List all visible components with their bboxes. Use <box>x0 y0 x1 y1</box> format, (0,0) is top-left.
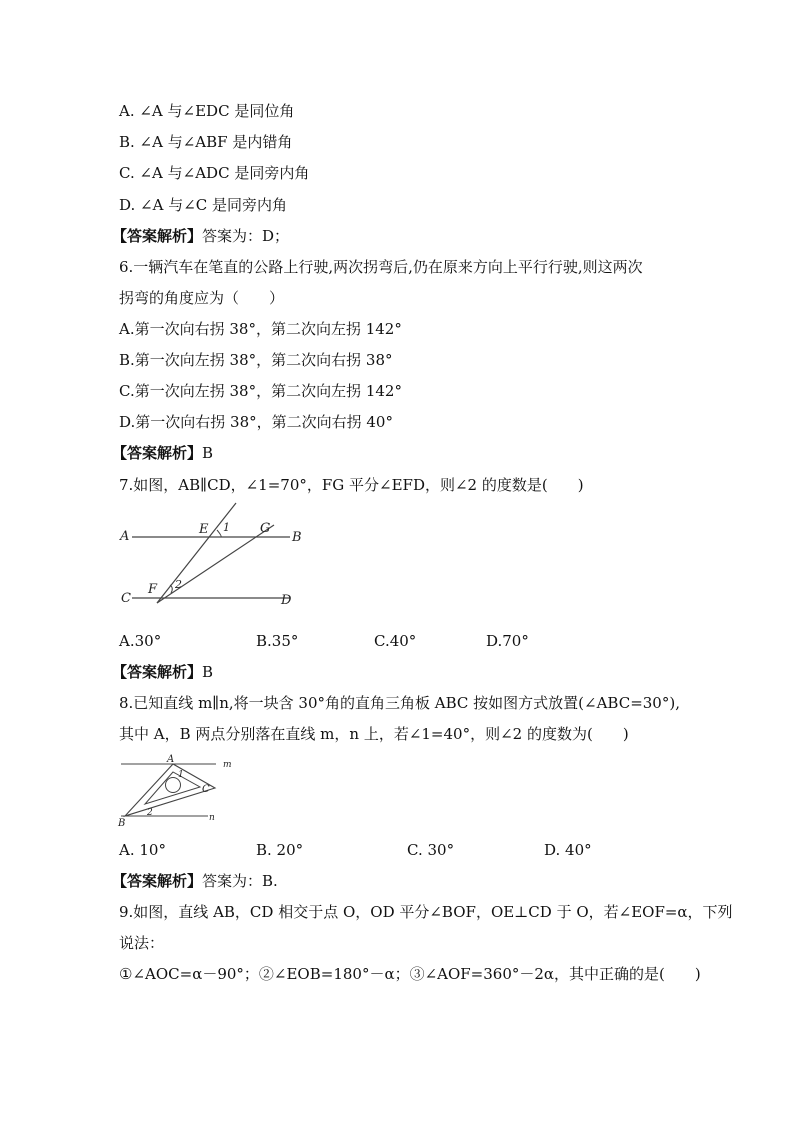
q7-answer-label: 【答案解析】 <box>112 663 203 681</box>
q8-label-m: m <box>223 760 232 770</box>
q8-option-d: D. 40° <box>544 841 592 859</box>
q7-label-angle2: 2 <box>175 578 182 591</box>
q6-option-c: C.第一次向左拐 38°，第二次向左拐 142° <box>119 382 402 400</box>
q7-label-angle1: 1 <box>223 521 230 534</box>
q7-option-c: C.40° <box>374 632 417 650</box>
q6-answer-text: B <box>202 444 214 462</box>
q8-option-a: A. 10° <box>119 841 166 859</box>
q7-figure <box>118 500 303 625</box>
q5-option-b: B. ∠A 与∠ABF 是内错角 <box>119 133 293 151</box>
q8-label-c: C <box>202 784 210 795</box>
q7-angle-1-arc <box>217 530 221 537</box>
q7-answer-text: B <box>202 663 214 681</box>
q6-answer <box>112 444 213 462</box>
q8-label-a: A <box>167 754 175 765</box>
q6-stem-line2: 拐弯的角度应为（ ） <box>119 289 285 307</box>
q7-answer <box>112 663 213 681</box>
q6-option-a: A.第一次向右拐 38°，第二次向左拐 142° <box>119 320 402 338</box>
q7-line-ef <box>157 503 236 603</box>
q8-label-angle2: 2 <box>147 808 153 818</box>
q8-options <box>119 841 592 859</box>
q7-label-c: C <box>121 591 131 606</box>
q7-label-b: B <box>292 530 302 545</box>
q9-stem-line3: ①∠AOC=α－90°；②∠EOB=180°－α；③∠AOF=360°－2α，其中正确的是( ) <box>119 965 701 983</box>
q6-option-b: B.第一次向左拐 38°，第二次向右拐 38° <box>119 351 393 369</box>
q7-label-e: E <box>199 522 209 537</box>
q7-option-d: D.70° <box>486 632 529 650</box>
q8-option-b: B. 20° <box>256 841 304 859</box>
q8-answer-label: 【答案解析】 <box>112 872 203 890</box>
q9-stem-line1: 9.如图，直线 AB，CD 相交于点 O，OD 平分∠BOF，OE⊥CD 于 O，若∠EOF=α，下列 <box>119 903 733 921</box>
q8-label-angle1: 1 <box>178 770 184 780</box>
q8-answer-text: 答案为：B. <box>202 872 278 890</box>
q7-label-d: D <box>281 593 292 608</box>
q7-option-b: B.35° <box>256 632 299 650</box>
q8-figure <box>116 752 241 830</box>
q9-stem-line2: 说法： <box>119 934 165 952</box>
q5-option-a: A. ∠A 与∠EDC 是同位角 <box>119 102 295 120</box>
q6-option-d: D.第一次向右拐 38°，第二次向右拐 40° <box>119 413 393 431</box>
q5-answer-text: 答案为：D； <box>202 227 290 245</box>
q7-stem: 7.如图，AB∥CD，∠1=70°，FG 平分∠EFD，则∠2 的度数是( ) <box>119 476 584 494</box>
q7-label-f: F <box>148 582 158 597</box>
q8-stem-line1: 8.已知直线 m∥n,将一块含 30°角的直角三角板 ABC 按如图方式放置(∠ABC=30°), <box>119 694 680 712</box>
q5-answer-label: 【答案解析】 <box>112 227 203 245</box>
q8-stem-line2: 其中 A，B 两点分别落在直线 m，n 上，若∠1=40°，则∠2 的度数为( ) <box>119 725 629 743</box>
q8-option-c: C. 30° <box>407 841 455 859</box>
q5-answer <box>112 227 289 245</box>
q7-label-a: A <box>120 529 130 544</box>
q7-option-a: A.30° <box>119 632 162 650</box>
q7-label-g: G <box>260 521 271 536</box>
q6-answer-label: 【答案解析】 <box>112 444 203 462</box>
q8-label-n: n <box>209 813 215 823</box>
q5-option-c: C. ∠A 与∠ADC 是同旁内角 <box>119 164 310 182</box>
q8-answer <box>112 872 278 890</box>
q7-options <box>119 632 529 650</box>
q8-triangle-inner <box>145 772 200 804</box>
q5-option-d: D. ∠A 与∠C 是同旁内角 <box>119 196 288 214</box>
q8-label-b: B <box>118 818 126 829</box>
q6-stem-line1: 6.一辆汽车在笔直的公路上行驶,两次拐弯后,仍在原来方向上平行行驶,则这两次 <box>119 258 643 276</box>
